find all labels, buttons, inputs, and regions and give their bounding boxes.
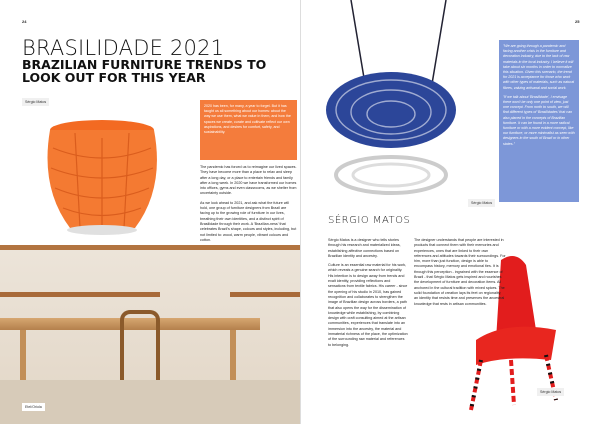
section-title: SÉRGIO MATOS [328, 215, 411, 226]
paragraph: Culture is an essential raw material for his work, which reveals a genuine search for originality. His intention is to design away from trends and exalt identity, providing reflections and sensations from textile fabrics. His career - since the opening of his studio in 2010, has gained recognition and collaborates to strengthen the image of Brazilian design across borders, a path that also opens the way for the dissemination of knowledge while establishing, by combining design with craft consulting aimed at the artisan communities, experiences that translate into an immersion into the ancestry, the material and immaterial richness of the place, the optimization of the surrounding raw material and references to belonging. [328, 263, 408, 347]
blue-hanging-chair-image [311, 0, 461, 205]
paragraph: The pandemic has forced us to reimagine our lived spaces. They have become more than a place to relax and sleep after a long day, or a place to entertain friends and family after a long week. In 2020 we have transformed our homes into offices, gyms and even classrooms, as we shelter from uncertainty outside. [200, 165, 297, 196]
intro-body [200, 165, 297, 247]
orange-stool-image [45, 118, 160, 248]
column-2 [414, 238, 506, 311]
right-page [300, 0, 600, 424]
photo-credit: Sérgio Matos [22, 98, 49, 106]
photo-credit: Sérgio Matos [537, 388, 564, 396]
page-number: 25 [575, 19, 580, 24]
paragraph: The designer understands that people are interested in products that connect them with their memories and experiences, ones that are linked to their own references and attitudes towards their surroundings. For him, more than just function, design is able to encompass history, memory and emotional ties. It is through this perception - ingrained with the essence of Brazil - that Sérgio Matos gets inspired and nourishes the development of furniture and decoration items. All anchored in the cultural tradition with mixed spices. The solid foundation of creation lays its feet on regionality, an identity that resists time and preserves the ancestral knowledge that rests in artisan communities. [414, 238, 506, 306]
quote: "If we talk about 'Brasilidade', I envisage there won't be only one point of view, just one concept. From north to south, we will find different types of 'Brasilidades' that can also placed in the concepts of Brazilian furniture. It can be found in a more radical furniture or with a more evident concept, like our furniture, or more minimalist as seen with designers in the south of Brazil or in other states." [503, 94, 575, 146]
intro-box: 2020 has been, for many, a year to forget. But it has taught us all something about our homes: about the way we use them, what we value in them, and how the spaces we create, curate and cultivate reflect our own aspirations, and desires for comfort, safety, and sustainability. [200, 100, 297, 160]
quote: "We are going through a pandemic and facing another crisis in the furniture and decoration industry, due to the lack of raw materials in the local industry. I believe it will take about six months in order to normalize this situation. Given this scenario, the trend for 2021 is acceptance for those who work with other types of materials, such as natural fibres, valuing artisanal and social work. [503, 44, 575, 90]
quote-box [499, 40, 579, 202]
page-number: 24 [22, 19, 27, 24]
page-subtitle: BRAZILIAN FURNITURE TRENDS TO LOOK OUT FOR THIS YEAR [22, 57, 267, 85]
paragraph: Sérgio Matos is a designer who tells stories through his research and materialized ideas, establishing affective connections based on Brazilian identity and ancestry. [328, 238, 401, 258]
page-title: BRASILIDADE 2021 [22, 36, 225, 60]
photo-credit: Etel/Oriola [22, 403, 45, 411]
dining-room-photo [0, 250, 300, 424]
paragraph: As we look ahead to 2021, and ask what the future will hold, one group of furniture designers from Brazil are facing up to the growing role of furniture in our lives, breathing their own identities, and a distinct spirit of Brasilidade through their work. A 'Brazilian-ness' that celebrates Brazil's shape, colours and styles, including, but not limited to: wood, warm people, vibrant colours and cotton. [200, 200, 297, 242]
photo-credit: Sérgio Matos [468, 199, 495, 207]
column-1 [328, 238, 408, 352]
